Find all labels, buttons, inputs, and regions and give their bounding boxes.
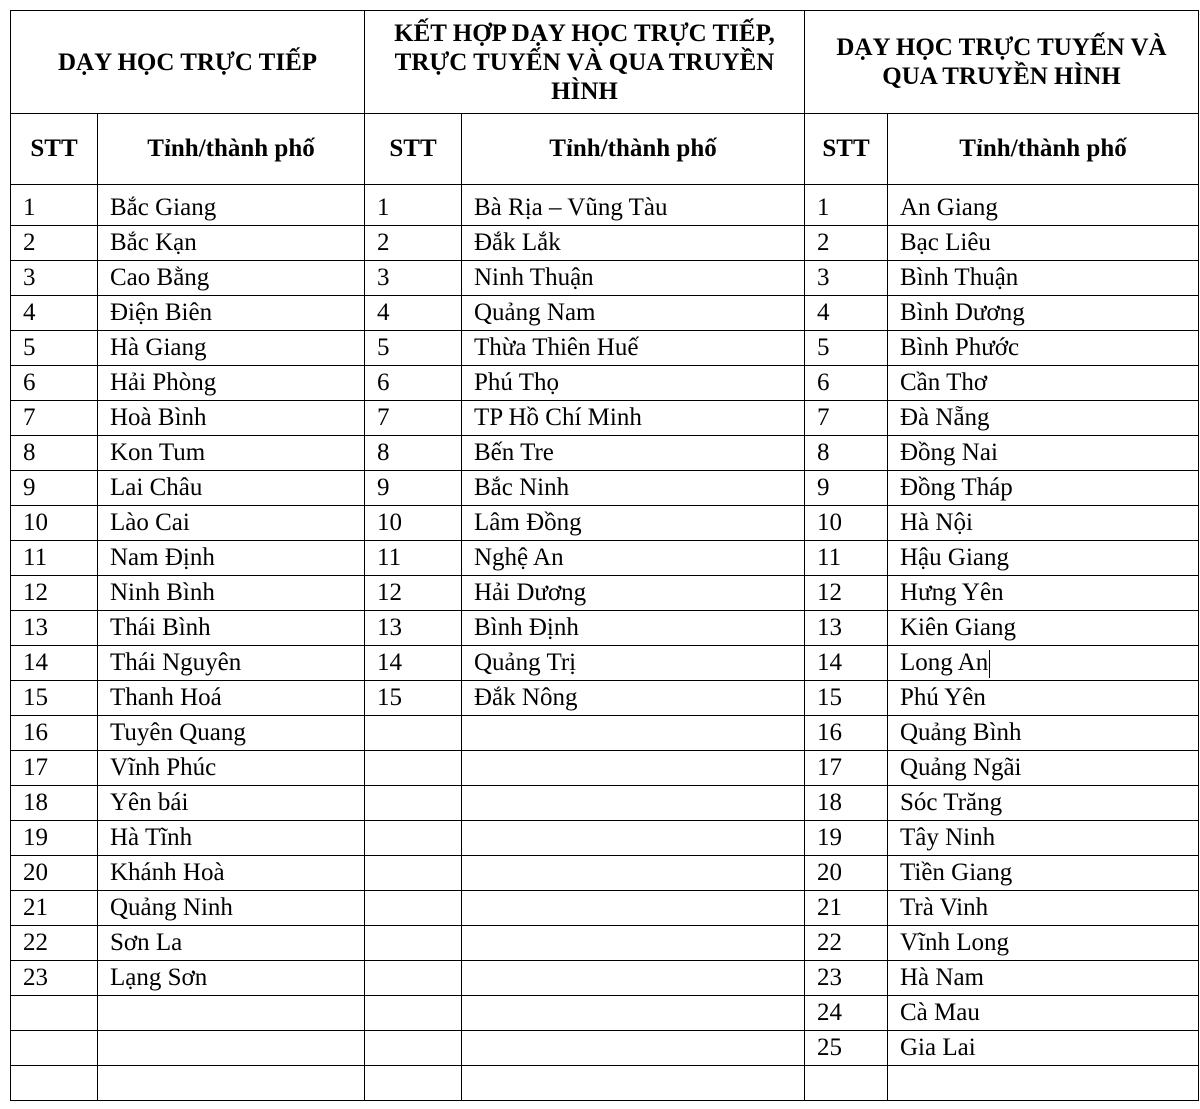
group1-province-cell[interactable] (98, 1031, 365, 1066)
group1-province-cell[interactable]: Khánh Hoà (98, 856, 365, 891)
group3-province-cell[interactable]: Hậu Giang (888, 541, 1199, 576)
table-row (11, 1066, 1199, 1101)
group3-stt-cell[interactable]: 2 (805, 226, 888, 261)
group2-province-cell[interactable]: Đắk Lắk (462, 226, 805, 261)
group1-province-cell[interactable]: Điện Biên (98, 296, 365, 331)
group3-stt-cell[interactable]: 16 (805, 716, 888, 751)
group3-province-cell[interactable]: Quảng Bình (888, 716, 1199, 751)
group2-stt-cell[interactable]: 7 (365, 401, 462, 436)
table-row (11, 471, 1199, 506)
group2-stt-cell[interactable] (365, 996, 462, 1031)
group2-province-cell[interactable] (462, 961, 805, 996)
group1-province-cell[interactable]: Bắc Giang (98, 185, 365, 226)
section-hybrid: KẾT HỢP DẠY HỌC TRỰC TIẾP, TRỰC TUYẾN VÀ QUA TRUYỀN HÌNH (365, 11, 805, 114)
group3-province-cell[interactable]: Bình Dương (888, 296, 1199, 331)
group2-province-cell[interactable] (462, 1031, 805, 1066)
table-row (11, 681, 1199, 716)
group2-province-cell[interactable] (462, 716, 805, 751)
group1-province-cell[interactable]: Hải Phòng (98, 366, 365, 401)
group2-province-cell[interactable]: Bình Định (462, 611, 805, 646)
group2-province-cell[interactable]: Bắc Ninh (462, 471, 805, 506)
table-row (11, 786, 1199, 821)
group2-province-cell[interactable]: Quảng Trị (462, 646, 805, 681)
table-row (11, 226, 1199, 261)
group1-province-cell[interactable]: Kon Tum (98, 436, 365, 471)
table-row (11, 716, 1199, 751)
group3-stt-cell[interactable]: 14 (805, 646, 888, 681)
group3-stt-cell[interactable]: 25 (805, 1031, 888, 1066)
group1-stt-cell[interactable] (11, 996, 98, 1031)
table-row (11, 961, 1199, 996)
group3-stt-cell[interactable]: 23 (805, 961, 888, 996)
group3-province-cell[interactable]: Bình Phước (888, 331, 1199, 366)
group1-stt-cell[interactable]: 21 (11, 891, 98, 926)
stt-header: STT (11, 114, 98, 185)
group2-stt-cell[interactable] (365, 1031, 462, 1066)
group2-province-cell[interactable] (462, 926, 805, 961)
group2-province-cell[interactable] (462, 1066, 805, 1101)
table-row (11, 506, 1199, 541)
group1-stt-cell[interactable]: 2 (11, 226, 98, 261)
group2-province-cell[interactable]: Phú Thọ (462, 366, 805, 401)
group2-stt-cell[interactable]: 1 (365, 185, 462, 226)
group1-stt-cell[interactable] (11, 1031, 98, 1066)
section-online: DẠY HỌC TRỰC TUYẾN VÀ QUA TRUYỀN HÌNH (805, 11, 1199, 114)
group2-province-cell[interactable]: Hải Dương (462, 576, 805, 611)
group3-province-cell[interactable]: Sóc Trăng (888, 786, 1199, 821)
group1-province-cell[interactable] (98, 1066, 365, 1101)
group1-province-cell[interactable]: Sơn La (98, 926, 365, 961)
group3-province-cell[interactable]: Bình Thuận (888, 261, 1199, 296)
group1-stt-cell[interactable]: 6 (11, 366, 98, 401)
group2-province-cell[interactable]: Nghệ An (462, 541, 805, 576)
group2-province-cell[interactable]: Đắk Nông (462, 681, 805, 716)
group1-stt-cell[interactable]: 8 (11, 436, 98, 471)
group3-stt-cell[interactable]: 19 (805, 821, 888, 856)
table-row (11, 261, 1199, 296)
group3-stt-cell[interactable]: 5 (805, 331, 888, 366)
group3-province-cell[interactable]: Đồng Nai (888, 436, 1199, 471)
table-row (11, 611, 1199, 646)
group3-stt-cell[interactable]: 4 (805, 296, 888, 331)
table-row (11, 436, 1199, 471)
section-direct: DẠY HỌC TRỰC TIẾP (11, 11, 365, 114)
stt-header: STT (805, 114, 888, 185)
group2-stt-cell[interactable]: 12 (365, 576, 462, 611)
group2-province-cell[interactable]: Lâm Đồng (462, 506, 805, 541)
group3-stt-cell[interactable]: 13 (805, 611, 888, 646)
group3-province-cell[interactable]: Trà Vinh (888, 891, 1199, 926)
group1-stt-cell[interactable]: 17 (11, 751, 98, 786)
group3-province-cell[interactable] (888, 1066, 1199, 1101)
group2-province-cell[interactable]: Thừa Thiên Huế (462, 331, 805, 366)
table-row (11, 856, 1199, 891)
group2-stt-cell[interactable] (365, 751, 462, 786)
group3-stt-cell[interactable]: 1 (805, 185, 888, 226)
group1-stt-cell[interactable]: 18 (11, 786, 98, 821)
group1-province-cell[interactable]: Hà Giang (98, 331, 365, 366)
group2-province-cell[interactable]: Bến Tre (462, 436, 805, 471)
group3-stt-cell[interactable]: 7 (805, 401, 888, 436)
table-row (11, 821, 1199, 856)
group2-stt-cell[interactable]: 9 (365, 471, 462, 506)
province-table (10, 10, 1199, 1101)
table-row (11, 541, 1199, 576)
group3-province-cell[interactable]: Vĩnh Long (888, 926, 1199, 961)
group1-stt-cell[interactable]: 5 (11, 331, 98, 366)
group1-province-cell[interactable]: Vĩnh Phúc (98, 751, 365, 786)
group1-province-cell[interactable]: Bắc Kạn (98, 226, 365, 261)
group2-stt-cell[interactable] (365, 821, 462, 856)
table-row (11, 296, 1199, 331)
group2-stt-cell[interactable]: 13 (365, 611, 462, 646)
group3-province-cell[interactable]: Cần Thơ (888, 366, 1199, 401)
table-row (11, 751, 1199, 786)
group3-province-cell[interactable]: Hà Nội (888, 506, 1199, 541)
group2-province-cell[interactable] (462, 751, 805, 786)
stt-header: STT (365, 114, 462, 185)
group1-province-cell[interactable]: Lạng Sơn (98, 961, 365, 996)
table-row (11, 891, 1199, 926)
group2-province-cell[interactable] (462, 891, 805, 926)
group1-stt-cell[interactable]: 15 (11, 681, 98, 716)
group3-stt-cell[interactable]: 8 (805, 436, 888, 471)
group3-province-cell[interactable]: Hưng Yên (888, 576, 1199, 611)
group1-stt-cell[interactable]: 22 (11, 926, 98, 961)
group2-province-cell[interactable]: Quảng Nam (462, 296, 805, 331)
group2-stt-cell[interactable]: 11 (365, 541, 462, 576)
group3-stt-cell[interactable]: 18 (805, 786, 888, 821)
group3-stt-cell[interactable]: 6 (805, 366, 888, 401)
group3-province-cell[interactable]: Gia Lai (888, 1031, 1199, 1066)
group1-stt-cell[interactable]: 11 (11, 541, 98, 576)
group1-stt-cell[interactable]: 23 (11, 961, 98, 996)
group2-stt-cell[interactable]: 6 (365, 366, 462, 401)
group2-province-cell[interactable]: Ninh Thuận (462, 261, 805, 296)
group1-stt-cell[interactable]: 20 (11, 856, 98, 891)
group3-stt-cell[interactable]: 9 (805, 471, 888, 506)
group2-stt-cell[interactable] (365, 716, 462, 751)
group3-stt-cell[interactable]: 3 (805, 261, 888, 296)
group2-province-cell[interactable] (462, 996, 805, 1031)
table-row (11, 401, 1199, 436)
table-row (11, 576, 1199, 611)
group1-province-cell[interactable]: Quảng Ninh (98, 891, 365, 926)
group3-province-cell[interactable]: Quảng Ngãi (888, 751, 1199, 786)
group1-province-cell[interactable]: Nam Định (98, 541, 365, 576)
group1-stt-cell[interactable]: 9 (11, 471, 98, 506)
group3-stt-cell[interactable]: 24 (805, 996, 888, 1031)
group3-province-cell[interactable]: An Giang (888, 185, 1199, 226)
table-row (11, 1031, 1199, 1066)
province-header: Tỉnh/thành phố (462, 114, 805, 185)
column-header-row (11, 114, 1199, 185)
group2-stt-cell[interactable]: 14 (365, 646, 462, 681)
group1-province-cell[interactable]: Hà Tĩnh (98, 821, 365, 856)
group1-province-cell[interactable]: Lai Châu (98, 471, 365, 506)
group2-stt-cell[interactable] (365, 1066, 462, 1101)
section-header-row (11, 11, 1199, 114)
group3-stt-cell[interactable] (805, 1066, 888, 1101)
province-header: Tỉnh/thành phố (888, 114, 1199, 185)
table-row (11, 646, 1199, 681)
group3-province-cell[interactable]: Đồng Tháp (888, 471, 1199, 506)
group2-province-cell[interactable] (462, 856, 805, 891)
group3-stt-cell[interactable]: 11 (805, 541, 888, 576)
group2-province-cell[interactable] (462, 786, 805, 821)
group3-province-cell[interactable]: Bạc Liêu (888, 226, 1199, 261)
group2-stt-cell[interactable]: 4 (365, 296, 462, 331)
group2-stt-cell[interactable]: 3 (365, 261, 462, 296)
group3-stt-cell[interactable]: 20 (805, 856, 888, 891)
group1-stt-cell[interactable]: 4 (11, 296, 98, 331)
group1-stt-cell[interactable] (11, 1066, 98, 1101)
table-row (11, 366, 1199, 401)
group1-stt-cell[interactable]: 1 (11, 185, 98, 226)
group1-province-cell[interactable]: Lào Cai (98, 506, 365, 541)
group3-province-cell[interactable]: Kiên Giang (888, 611, 1199, 646)
group3-province-cell[interactable]: Tây Ninh (888, 821, 1199, 856)
group1-province-cell[interactable]: Cao Bằng (98, 261, 365, 296)
group2-stt-cell[interactable]: 8 (365, 436, 462, 471)
group2-stt-cell[interactable] (365, 891, 462, 926)
group2-stt-cell[interactable] (365, 961, 462, 996)
group2-stt-cell[interactable] (365, 856, 462, 891)
group3-province-cell[interactable]: Tiền Giang (888, 856, 1199, 891)
group2-stt-cell[interactable]: 15 (365, 681, 462, 716)
table-row (11, 996, 1199, 1031)
group2-stt-cell[interactable]: 5 (365, 331, 462, 366)
group3-province-cell[interactable]: Cà Mau (888, 996, 1199, 1031)
table-row (11, 185, 1199, 226)
group2-stt-cell[interactable] (365, 786, 462, 821)
group1-province-cell[interactable]: Thái Nguyên (98, 646, 365, 681)
group1-stt-cell[interactable]: 7 (11, 401, 98, 436)
group1-stt-cell[interactable]: 10 (11, 506, 98, 541)
table-row (11, 926, 1199, 961)
group1-province-cell[interactable]: Hoà Bình (98, 401, 365, 436)
group1-province-cell[interactable]: Tuyên Quang (98, 716, 365, 751)
group1-stt-cell[interactable]: 13 (11, 611, 98, 646)
group2-province-cell[interactable]: Bà Rịa – Vũng Tàu (462, 185, 805, 226)
group3-stt-cell[interactable]: 10 (805, 506, 888, 541)
group3-province-cell[interactable]: Hà Nam (888, 961, 1199, 996)
group3-stt-cell[interactable]: 21 (805, 891, 888, 926)
group1-stt-cell[interactable]: 12 (11, 576, 98, 611)
group1-province-cell[interactable]: Ninh Bình (98, 576, 365, 611)
group1-province-cell[interactable]: Thái Bình (98, 611, 365, 646)
group2-stt-cell[interactable]: 10 (365, 506, 462, 541)
group3-province-cell[interactable]: Đà Nẵng (888, 401, 1199, 436)
group3-stt-cell[interactable]: 22 (805, 926, 888, 961)
group3-province-cell[interactable]: Long An (888, 646, 1199, 681)
group3-stt-cell[interactable]: 15 (805, 681, 888, 716)
group1-stt-cell[interactable]: 16 (11, 716, 98, 751)
group1-province-cell[interactable]: Yên bái (98, 786, 365, 821)
group1-province-cell[interactable]: Thanh Hoá (98, 681, 365, 716)
table-row (11, 331, 1199, 366)
group2-stt-cell[interactable] (365, 926, 462, 961)
group2-province-cell[interactable]: TP Hồ Chí Minh (462, 401, 805, 436)
group1-stt-cell[interactable]: 19 (11, 821, 98, 856)
group3-stt-cell[interactable]: 17 (805, 751, 888, 786)
group3-stt-cell[interactable]: 12 (805, 576, 888, 611)
group2-province-cell[interactable] (462, 821, 805, 856)
group3-province-cell[interactable]: Phú Yên (888, 681, 1199, 716)
group1-province-cell[interactable] (98, 996, 365, 1031)
group1-stt-cell[interactable]: 3 (11, 261, 98, 296)
text-cursor (989, 650, 990, 678)
group1-stt-cell[interactable]: 14 (11, 646, 98, 681)
province-header: Tỉnh/thành phố (98, 114, 365, 185)
group2-stt-cell[interactable]: 2 (365, 226, 462, 261)
